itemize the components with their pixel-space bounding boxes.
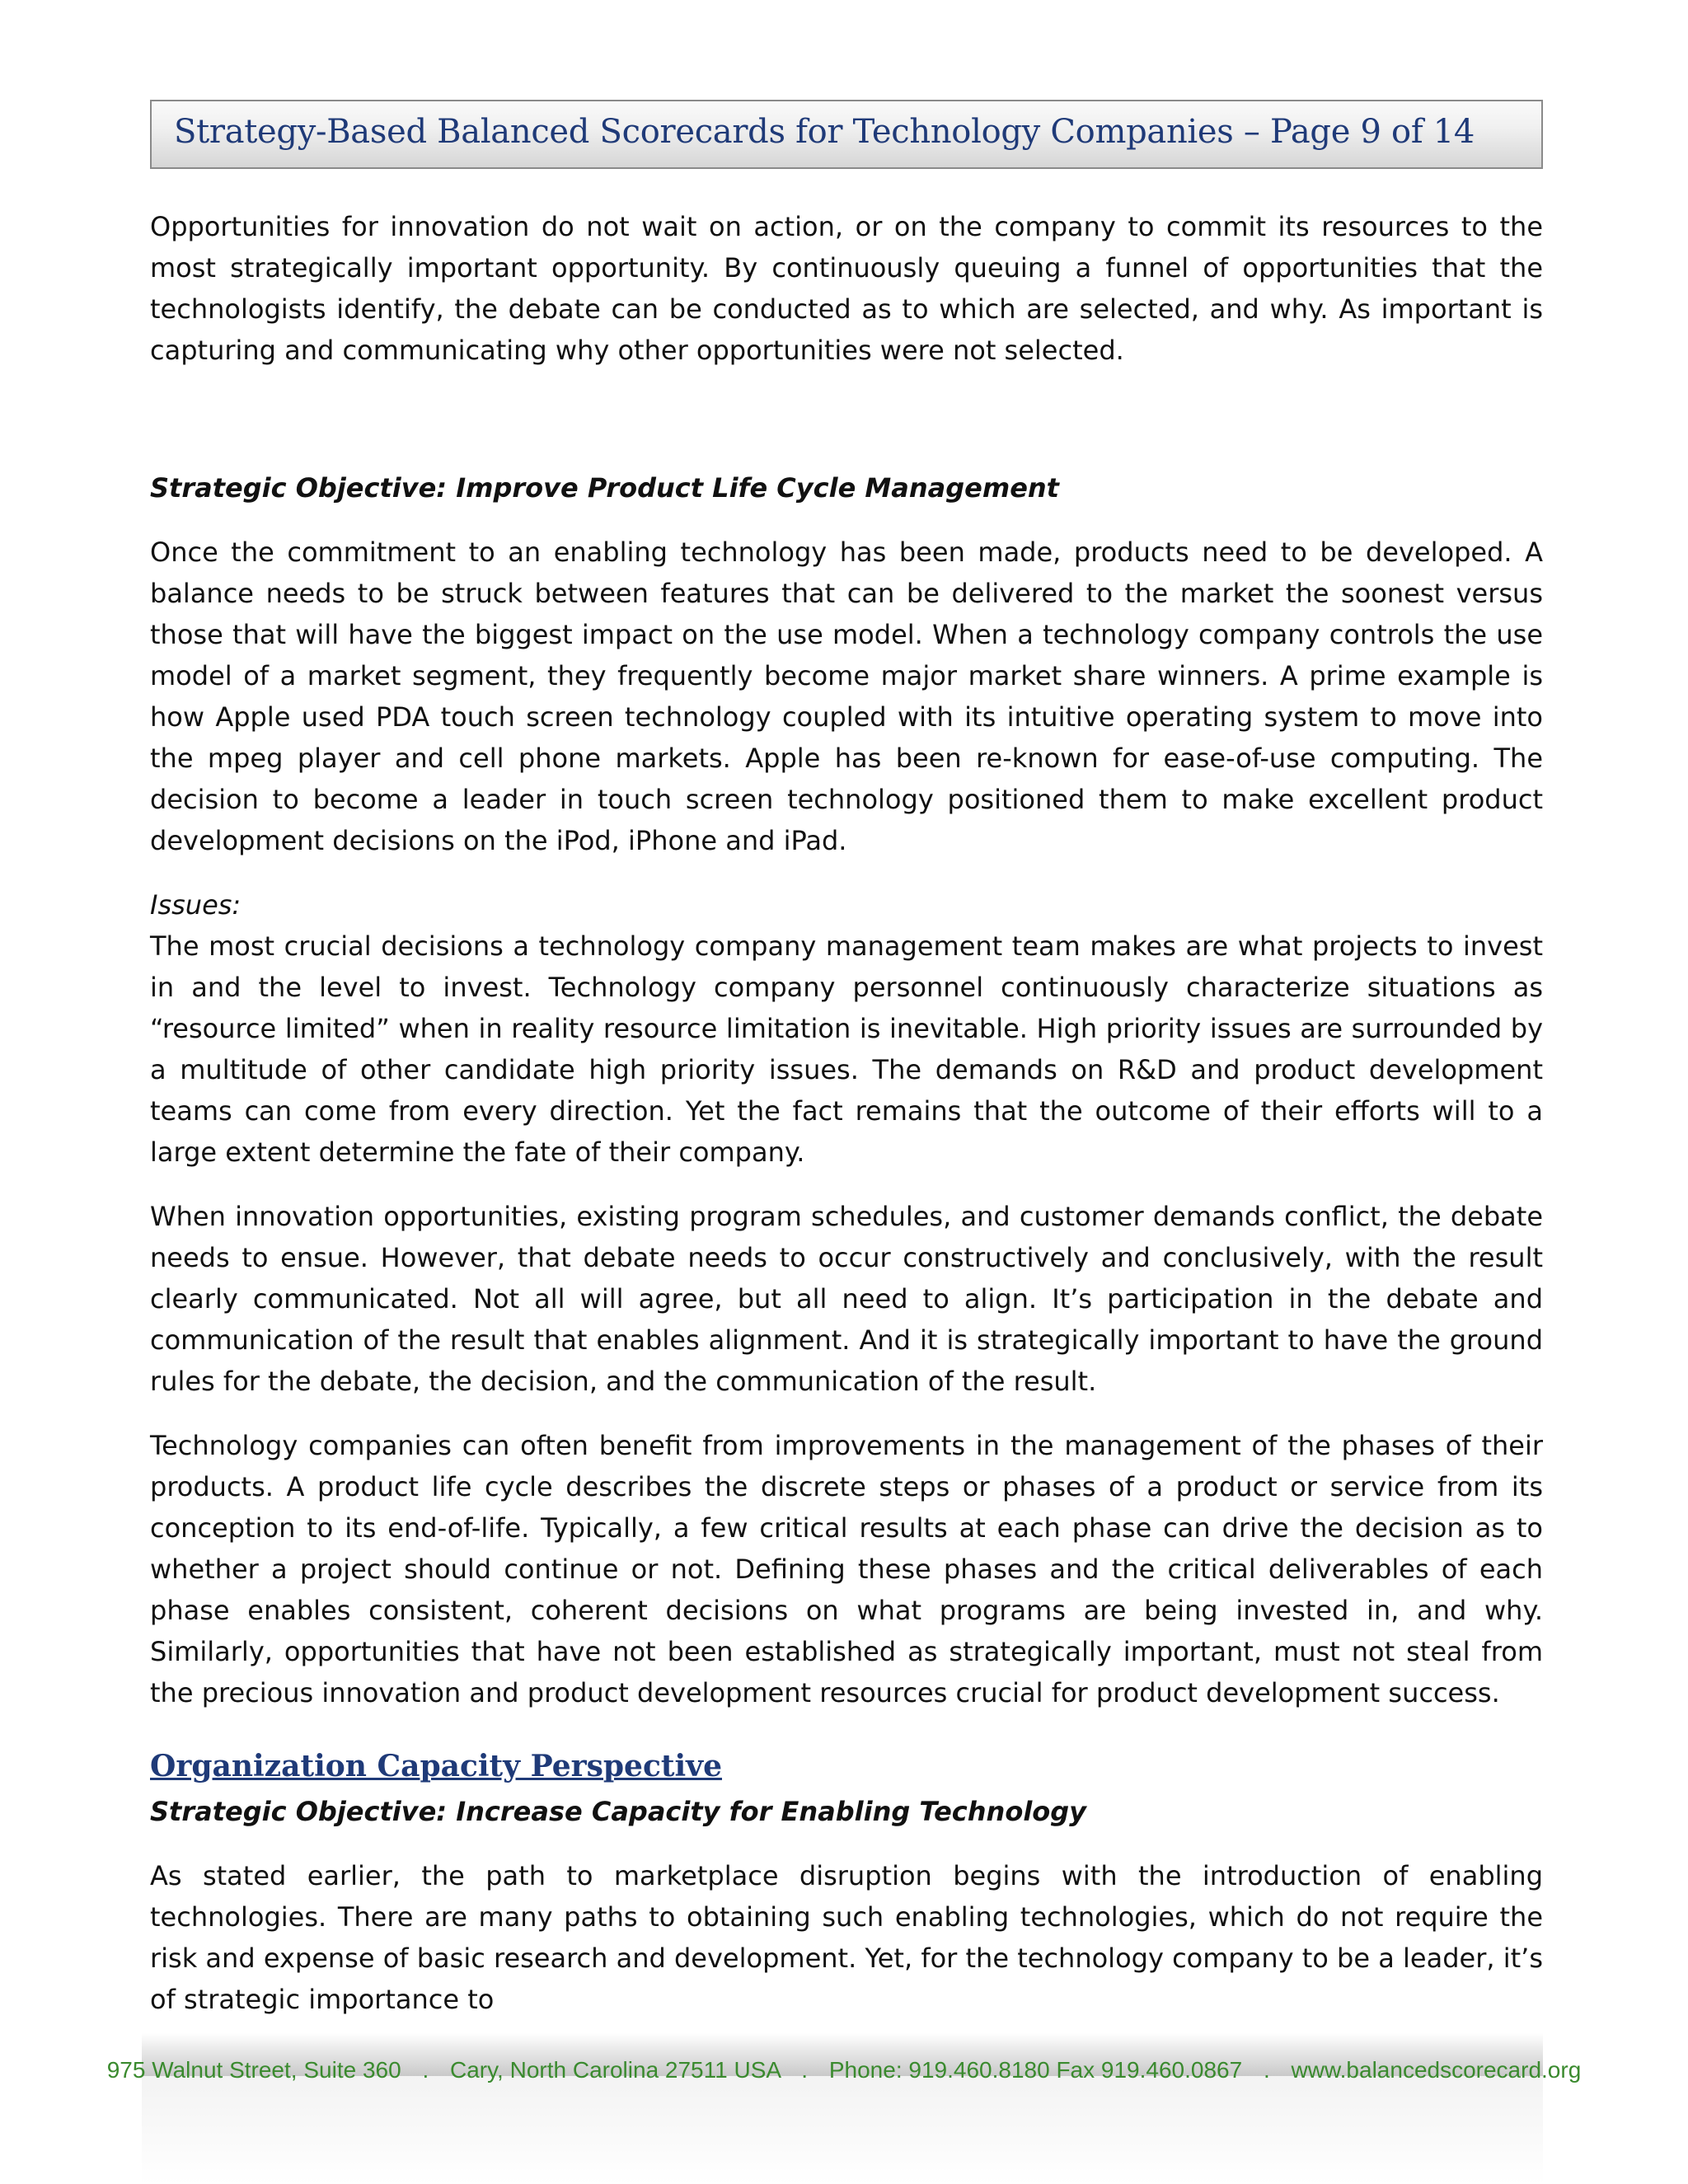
spacer bbox=[150, 371, 1543, 467]
section-title-organization-capacity: Organization Capacity Perspective bbox=[150, 1749, 722, 1783]
footer-fade bbox=[142, 2076, 1543, 2184]
issues-paragraph: The most crucial decisions a technology company management team makes are what projects to invest in and the level to invest. Technology company personnel continuously characterize situations as “resource limited” when in reality resource limitation is inevitable. High priority issues are surrounded by a multitude of other candidate high priority issues. The demands on R&D and product development teams can come from every direction. Yet the fact remains that the outcome of their efforts will to a large extent determine the fate of their company. bbox=[150, 930, 1543, 1168]
spacer bbox=[150, 861, 1543, 884]
document-body bbox=[150, 206, 1543, 2020]
spacer bbox=[150, 1173, 1543, 1196]
objective-heading-enabling-technology: Strategic Objective: Increase Capacity for Enabling Technology bbox=[150, 1796, 1087, 1827]
footer-address: 975 Walnut Street, Suite 360 bbox=[106, 2057, 401, 2083]
footer-separator: . bbox=[422, 2057, 429, 2083]
footer-separator: . bbox=[801, 2057, 809, 2083]
footer-separator: . bbox=[1263, 2057, 1270, 2083]
objective-2-paragraph: As stated earlier, the path to marketplace disruption begins with the introduction of enabling technologies. There are many paths to obtaining such enabling technologies, which do not require the risk and expense of basic research and development. Yet, for the technology company to be a leader, it’s of strategic importance to bbox=[150, 1860, 1543, 2015]
intro-paragraph: Opportunities for innovation do not wait on action, or on the company to commit its resources to the most strategically important opportunity. By continuously queuing a funnel of opportunities that the technologists identify, the debate can be conducted as to which are selected, and why. As important is capturing and communicating why other opportunities were not selected. bbox=[150, 211, 1543, 366]
footer-city: Cary, North Carolina 27511 USA bbox=[450, 2057, 781, 2083]
page-title: Strategy-Based Balanced Scorecards for Technology Companies – Page 9 of 14 bbox=[174, 113, 1475, 151]
footer-phone: Phone: 919.460.8180 Fax 919.460.0867 bbox=[828, 2057, 1243, 2083]
spacer bbox=[150, 509, 1543, 532]
objective-heading-product-life-cycle: Strategic Objective: Improve Product Life Cycle Management bbox=[150, 472, 1059, 504]
spacer bbox=[150, 1713, 1543, 1741]
objective-1-paragraph: Once the commitment to an enabling technology has been made, products need to be developed. A balance needs to be struck between features that can be delivered to the market the soonest versus those that will have the biggest impact on the use model. When a technology company controls the use model of a market segment, they frequently become major market share winners. A prime example is how Apple used PDA touch screen technology coupled with its intuitive operating system to move into the mpeg player and cell phone markets. Apple has been re-known for ease-of-use computing. The decision to become a leader in touch screen technology positioned them to make excellent product development decisions on the iPod, iPhone and iPad. bbox=[150, 537, 1543, 856]
spacer bbox=[150, 1402, 1543, 1425]
footer-contact-line bbox=[0, 2057, 1688, 2083]
spacer bbox=[150, 1832, 1543, 1855]
debate-paragraph: When innovation opportunities, existing program schedules, and customer demands conflict, the debate needs to ensue. However, that debate needs to occur constructively and conclusively, with the result clearly communicated. Not all will agree, but all need to align. It’s participation in the debate and communication of the result that enables alignment. And it is strategically important to have the ground rules for the debate, the decision, and the communication of the result. bbox=[150, 1201, 1543, 1397]
issues-label: Issues: bbox=[150, 889, 241, 921]
header-banner bbox=[150, 100, 1543, 169]
lifecycle-paragraph: Technology companies can often benefit from improvements in the management of the phases of their products. A product life cycle describes the discrete steps or phases of a product or service from its conception to its end-of-life. Typically, a few critical results at each phase can drive the decision as to whether a project should continue or not. Defining these phases and the critical deliverables of each phase enables consistent, coherent decisions on what programs are being invested in, and why. Similarly, opportunities that have not been established as strategically important, must not steal from the precious innovation and product development resources crucial for product development success. bbox=[150, 1430, 1543, 1708]
footer-website-link[interactable]: www.balancedscorecard.org bbox=[1291, 2057, 1582, 2083]
